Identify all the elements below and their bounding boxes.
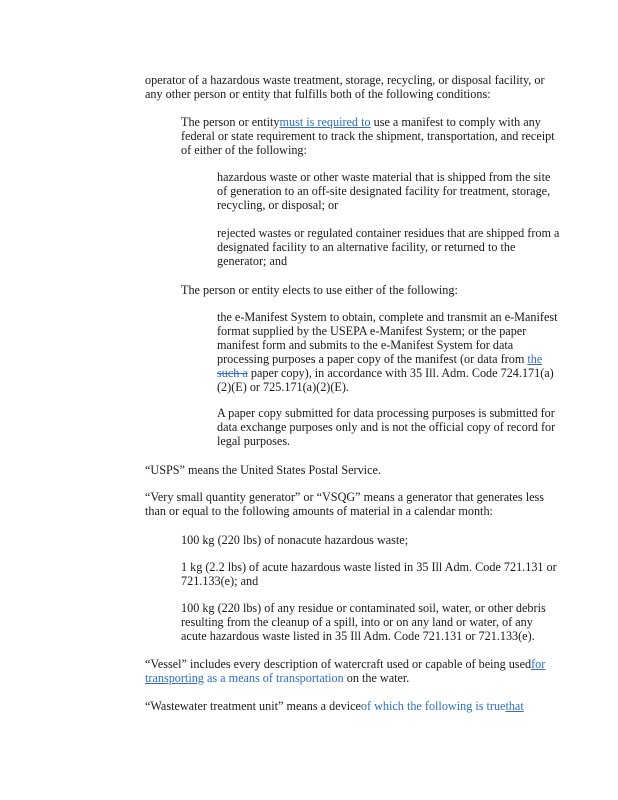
definition-continuation: operator of a hazardous waste treatment, storage, recycling, or disposal facility, or any other person or entity that fulfills both of the following conditions: [145, 73, 545, 101]
inserted-text: the [527, 352, 543, 366]
vsqg-item-nonacute: 100 kg (220 lbs) of nonacute hazardous waste; [181, 533, 409, 547]
inserted-text: as a means of transportation [203, 671, 344, 685]
definition-vsqg: “Very small quantity generator” or “VSQG” means a generator that generates less than or equal to the following amounts of material in a calendar month: [145, 490, 544, 518]
vsqg-item-residue: 100 kg (220 lbs) of any residue or contaminated soil, water, or other debris resulting from the cleanup of a spill, into or on any land or water, of any acute hazardous waste listed in 35 Ill Adm. Code 721.131 or 721.133(e). [181, 601, 546, 643]
deleted-text: such a [217, 366, 248, 380]
inserted-text: that [505, 699, 524, 713]
text-run: on the water. [343, 671, 410, 685]
sub-item-hazardous-waste: hazardous waste or other waste material that is shipped from the site of generation to an off-site designated facility for treatment, storage, recycling, or disposal; or [217, 170, 551, 212]
text-run: The person or entity [181, 115, 280, 129]
sub-item-rejected-wastes: rejected wastes or regulated container residues that are shipped from a designated facility to an alternative facility, or returned to the generator; and [217, 226, 560, 268]
definition-wastewater-treatment-unit [145, 699, 560, 713]
text-run: “Wastewater treatment unit” means a device [145, 699, 361, 713]
condition-elects: The person or entity elects to use either of the following: [181, 283, 458, 297]
text-run: the e-Manifest System to obtain, complete and transmit an e-Manifest format supplied by the USEPA e-Manifest System; or the paper manifest form and submits to the e-Manifest System for data processing purposes a paper copy of the manifest (or data from [217, 310, 558, 366]
text-run: paper copy), in accordance with 35 Ill. Adm. Code 724.171(a)(2)(E) or 725.171(a)(2)(E). [217, 366, 554, 394]
text-run: “Vessel” includes every description of watercraft used or capable of being used [145, 657, 532, 671]
definition-vessel [145, 657, 560, 685]
inserted-text: for transporting [145, 657, 546, 685]
text-run: use a manifest to comply with any federal or state requirement to track the shipment, transportation, and receipt of either of the following: [181, 115, 555, 157]
vsqg-item-acute: 1 kg (2.2 lbs) of acute hazardous waste listed in 35 Ill Adm. Code 721.131 or 721.133(e); and [181, 560, 557, 588]
sub-item-e-manifest [217, 310, 561, 394]
condition-use-manifest [181, 115, 561, 157]
inserted-text: must is required to [279, 115, 371, 129]
paper-copy-note: A paper copy submitted for data processing purposes is submitted for data exchange purposes only and is not the official copy of record for legal purposes. [217, 406, 556, 448]
inserted-text: of which the following is true [360, 699, 506, 713]
definition-usps: “USPS” means the United States Postal Service. [145, 463, 381, 477]
